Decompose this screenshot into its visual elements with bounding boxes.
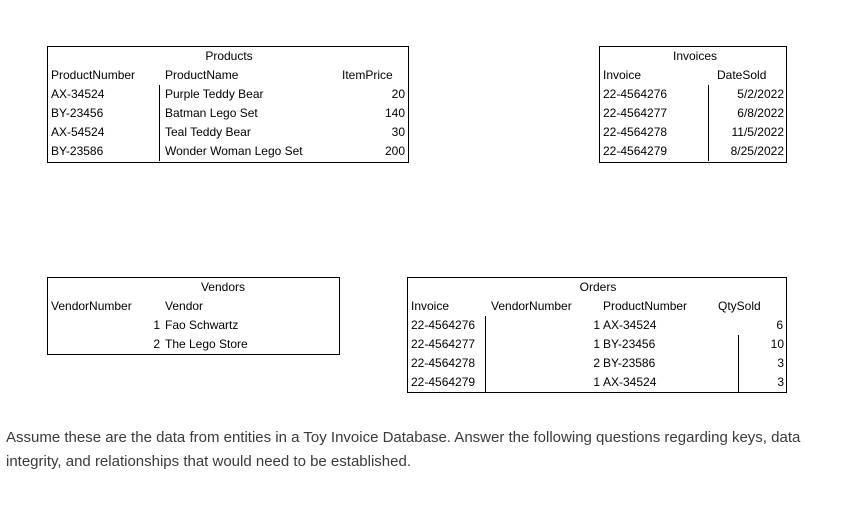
orders-table [407,277,787,393]
products-table [47,46,409,163]
product-price-cell: 20 [391,87,405,101]
invoices-header-row [600,66,786,85]
question-caption: Assume these are the data from entities in a Toy Invoice Database. Answer the following questions regarding keys, data integrity, and relationships that would need to be established. [6,429,801,470]
invoice-date-cell: 11/5/2022 [708,123,784,142]
vendor-number-cell: 2 [153,337,160,351]
order-product-cell: BY-23586 [603,356,656,370]
order-qty-cell: 6 [776,318,783,332]
invoices-table [599,46,787,163]
order-product-cell: AX-34524 [603,318,657,332]
vendors-title: Vendors [200,280,246,294]
vendors-table [47,277,340,355]
order-invoice-cell: 22-4564276 [408,316,486,335]
table-row [600,85,786,104]
vendor-name-cell: Fao Schwartz [165,318,239,332]
vendors-header-row [48,297,339,316]
invoice-date-cell: 6/8/2022 [708,104,784,123]
product-name-cell: Batman Lego Set [165,106,258,120]
order-vendor-cell: 1 [593,318,600,332]
products-header-row [48,66,408,85]
invoice-number-cell: 22-4564278 [603,125,668,139]
products-header-productname: ProductName [165,68,239,82]
invoices-header-datesold: DateSold [717,68,767,82]
order-product-cell: BY-23456 [603,337,656,351]
orders-header-invoice: Invoice [411,299,450,313]
table-row [48,335,339,354]
vendor-number-cell: 1 [153,318,160,332]
orders-header-productnumber: ProductNumber [603,299,688,313]
order-qty-cell: 3 [738,354,784,373]
order-product-cell: AX-34524 [603,375,657,389]
product-name-cell: Purple Teddy Bear [165,87,264,101]
table-row [600,123,786,142]
table-row [600,104,786,123]
products-title-row [48,47,408,66]
products-header-itemprice: ItemPrice [342,68,393,82]
table-row [48,316,339,335]
vendors-title-row [48,278,339,297]
invoice-date-cell: 5/2/2022 [708,85,784,104]
products-title: Products [205,49,253,63]
table-row [48,142,408,161]
orders-header-qtysold: QtySold [718,299,761,313]
product-price-cell: 30 [391,125,405,139]
order-vendor-cell: 1 [593,375,600,389]
products-header-productnumber: ProductNumber [51,68,136,82]
order-qty-cell: 3 [738,373,784,392]
invoices-header-invoice: Invoice [603,68,642,82]
invoices-title: Invoices [672,49,718,63]
table-row [48,85,408,104]
order-qty-cell: 10 [738,335,784,354]
product-price-cell: 200 [384,144,405,158]
vendor-name-cell: The Lego Store [165,337,248,351]
invoices-title-row [600,47,786,66]
vendors-header-vendornumber: VendorNumber [51,299,132,313]
orders-title-row [408,278,786,297]
table-row [600,142,786,161]
product-price-cell: 140 [384,106,405,120]
vendors-header-vendor: Vendor [165,299,204,313]
order-vendor-cell: 1 [593,337,600,351]
order-vendor-cell: 2 [593,356,600,370]
order-invoice-cell: 22-4564279 [408,373,486,392]
product-name-cell: Wonder Woman Lego Set [165,144,303,158]
order-invoice-cell: 22-4564278 [408,354,486,373]
orders-header-vendornumber: VendorNumber [491,299,572,313]
invoice-number-cell: 22-4564276 [603,87,668,101]
table-row [408,354,786,373]
table-row [408,335,786,354]
product-number-cell: AX-54524 [48,123,160,142]
product-number-cell: BY-23586 [48,142,160,161]
product-number-cell: BY-23456 [48,104,160,123]
orders-header-row [408,297,786,316]
order-invoice-cell: 22-4564277 [408,335,486,354]
product-name-cell: Teal Teddy Bear [165,125,251,139]
invoice-number-cell: 22-4564277 [603,106,668,120]
table-row [408,373,786,392]
invoice-date-cell: 8/25/2022 [708,142,784,161]
table-row [48,123,408,142]
orders-title: Orders [579,280,617,294]
invoice-number-cell: 22-4564279 [603,144,668,158]
table-row [408,316,786,335]
product-number-cell: AX-34524 [48,85,160,104]
table-row [48,104,408,123]
